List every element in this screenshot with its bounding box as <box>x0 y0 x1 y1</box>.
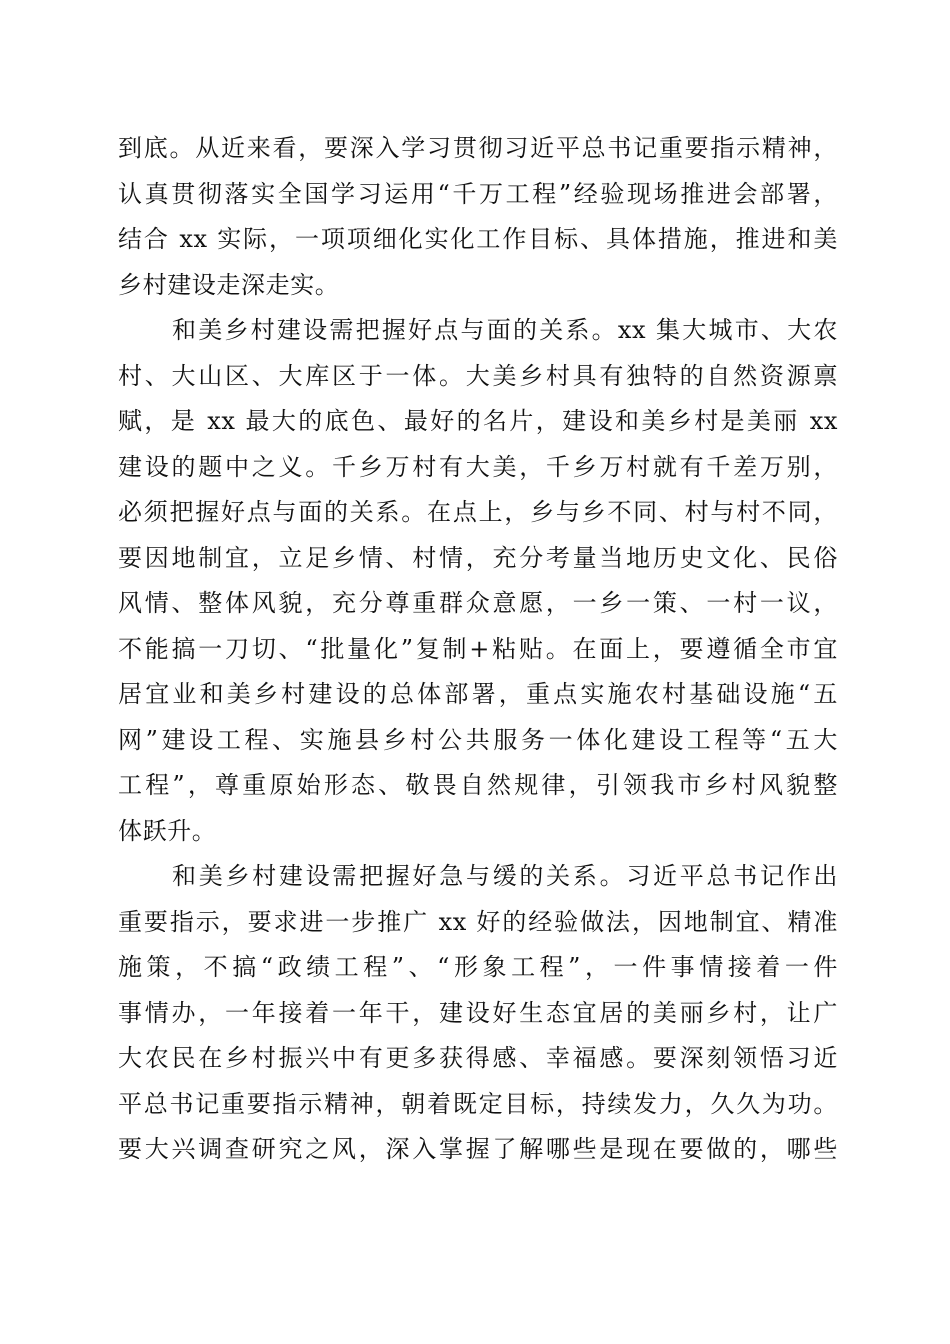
paragraph-3-line-7: 要大兴调查研究之风，深入掌握了解哪些是现在要做的，哪些 <box>118 1135 838 1163</box>
paragraph-1-line-3: 结合 xx 实际，一项项细化实化工作目标、具体措施，推进和美 <box>118 225 838 253</box>
paragraph-2-line-10: 网”建设工程、实施县乡村公共服务一体化建设工程等“五大 <box>118 725 838 754</box>
paragraph-3-line-3: 施策，不搞“政绩工程”、“形象工程”，一件事情接着一件 <box>118 953 838 981</box>
paragraph-2-line-3: 赋，是 xx 最大的底色、最好的名片，建设和美乡村是美丽 xx <box>118 407 838 435</box>
paragraph-2-line-2: 村、大山区、大库区于一体。大美乡村具有独特的自然资源禀 <box>118 361 838 390</box>
paragraph-3-line-2: 重要指示，要求进一步推广 xx 好的经验做法，因地制宜、精准 <box>118 907 838 936</box>
paragraph-2-line-4: 建设的题中之义。千乡万村有大美，千乡万村就有千差万别， <box>118 452 838 481</box>
paragraph-1-line-4: 乡村建设走深走实。 <box>118 270 340 299</box>
paragraph-1-line-2: 认真贯彻落实全国学习运用“千万工程”经验现场推进会部署， <box>118 179 838 208</box>
paragraph-3-line-5: 大农民在乡村振兴中有更多获得感、幸福感。要深刻领悟习近 <box>118 1044 838 1072</box>
document-body <box>118 126 838 1173</box>
paragraph-3-line-4: 事情办，一年接着一年干，建设好生态宜居的美丽乡村，让广 <box>118 998 838 1027</box>
paragraph-2-line-8: 不能搞一刀切、“批量化”复制+粘贴。在面上，要遵循全市宜 <box>118 634 838 663</box>
paragraph-2-line-11: 工程”，尊重原始形态、敬畏自然规律，引领我市乡村风貌整 <box>118 771 838 799</box>
paragraph-2-line-7: 风情、整体风貌，充分尊重群众意愿，一乡一策、一村一议， <box>118 589 838 617</box>
paragraph-2-line-9: 居宜业和美乡村建设的总体部署，重点实施农村基础设施“五 <box>118 680 838 708</box>
paragraph-2-line-5: 必须把握好点与面的关系。在点上，乡与乡不同、村与村不同， <box>118 498 838 526</box>
paragraph-3-line-1: 和美乡村建设需把握好急与缓的关系。习近平总书记作出 <box>172 862 838 890</box>
paragraph-2-line-6: 要因地制宜，立足乡情、村情，充分考量当地历史文化、民俗 <box>118 543 838 572</box>
paragraph-1-line-1: 到底。从近来看，要深入学习贯彻习近平总书记重要指示精神， <box>118 134 838 162</box>
paragraph-2-line-1: 和美乡村建设需把握好点与面的关系。xx 集大城市、大农 <box>172 316 838 344</box>
paragraph-2-line-12: 体跃升。 <box>118 816 217 845</box>
paragraph-3-line-6: 平总书记重要指示精神，朝着既定目标，持续发力，久久为功。 <box>118 1089 838 1118</box>
